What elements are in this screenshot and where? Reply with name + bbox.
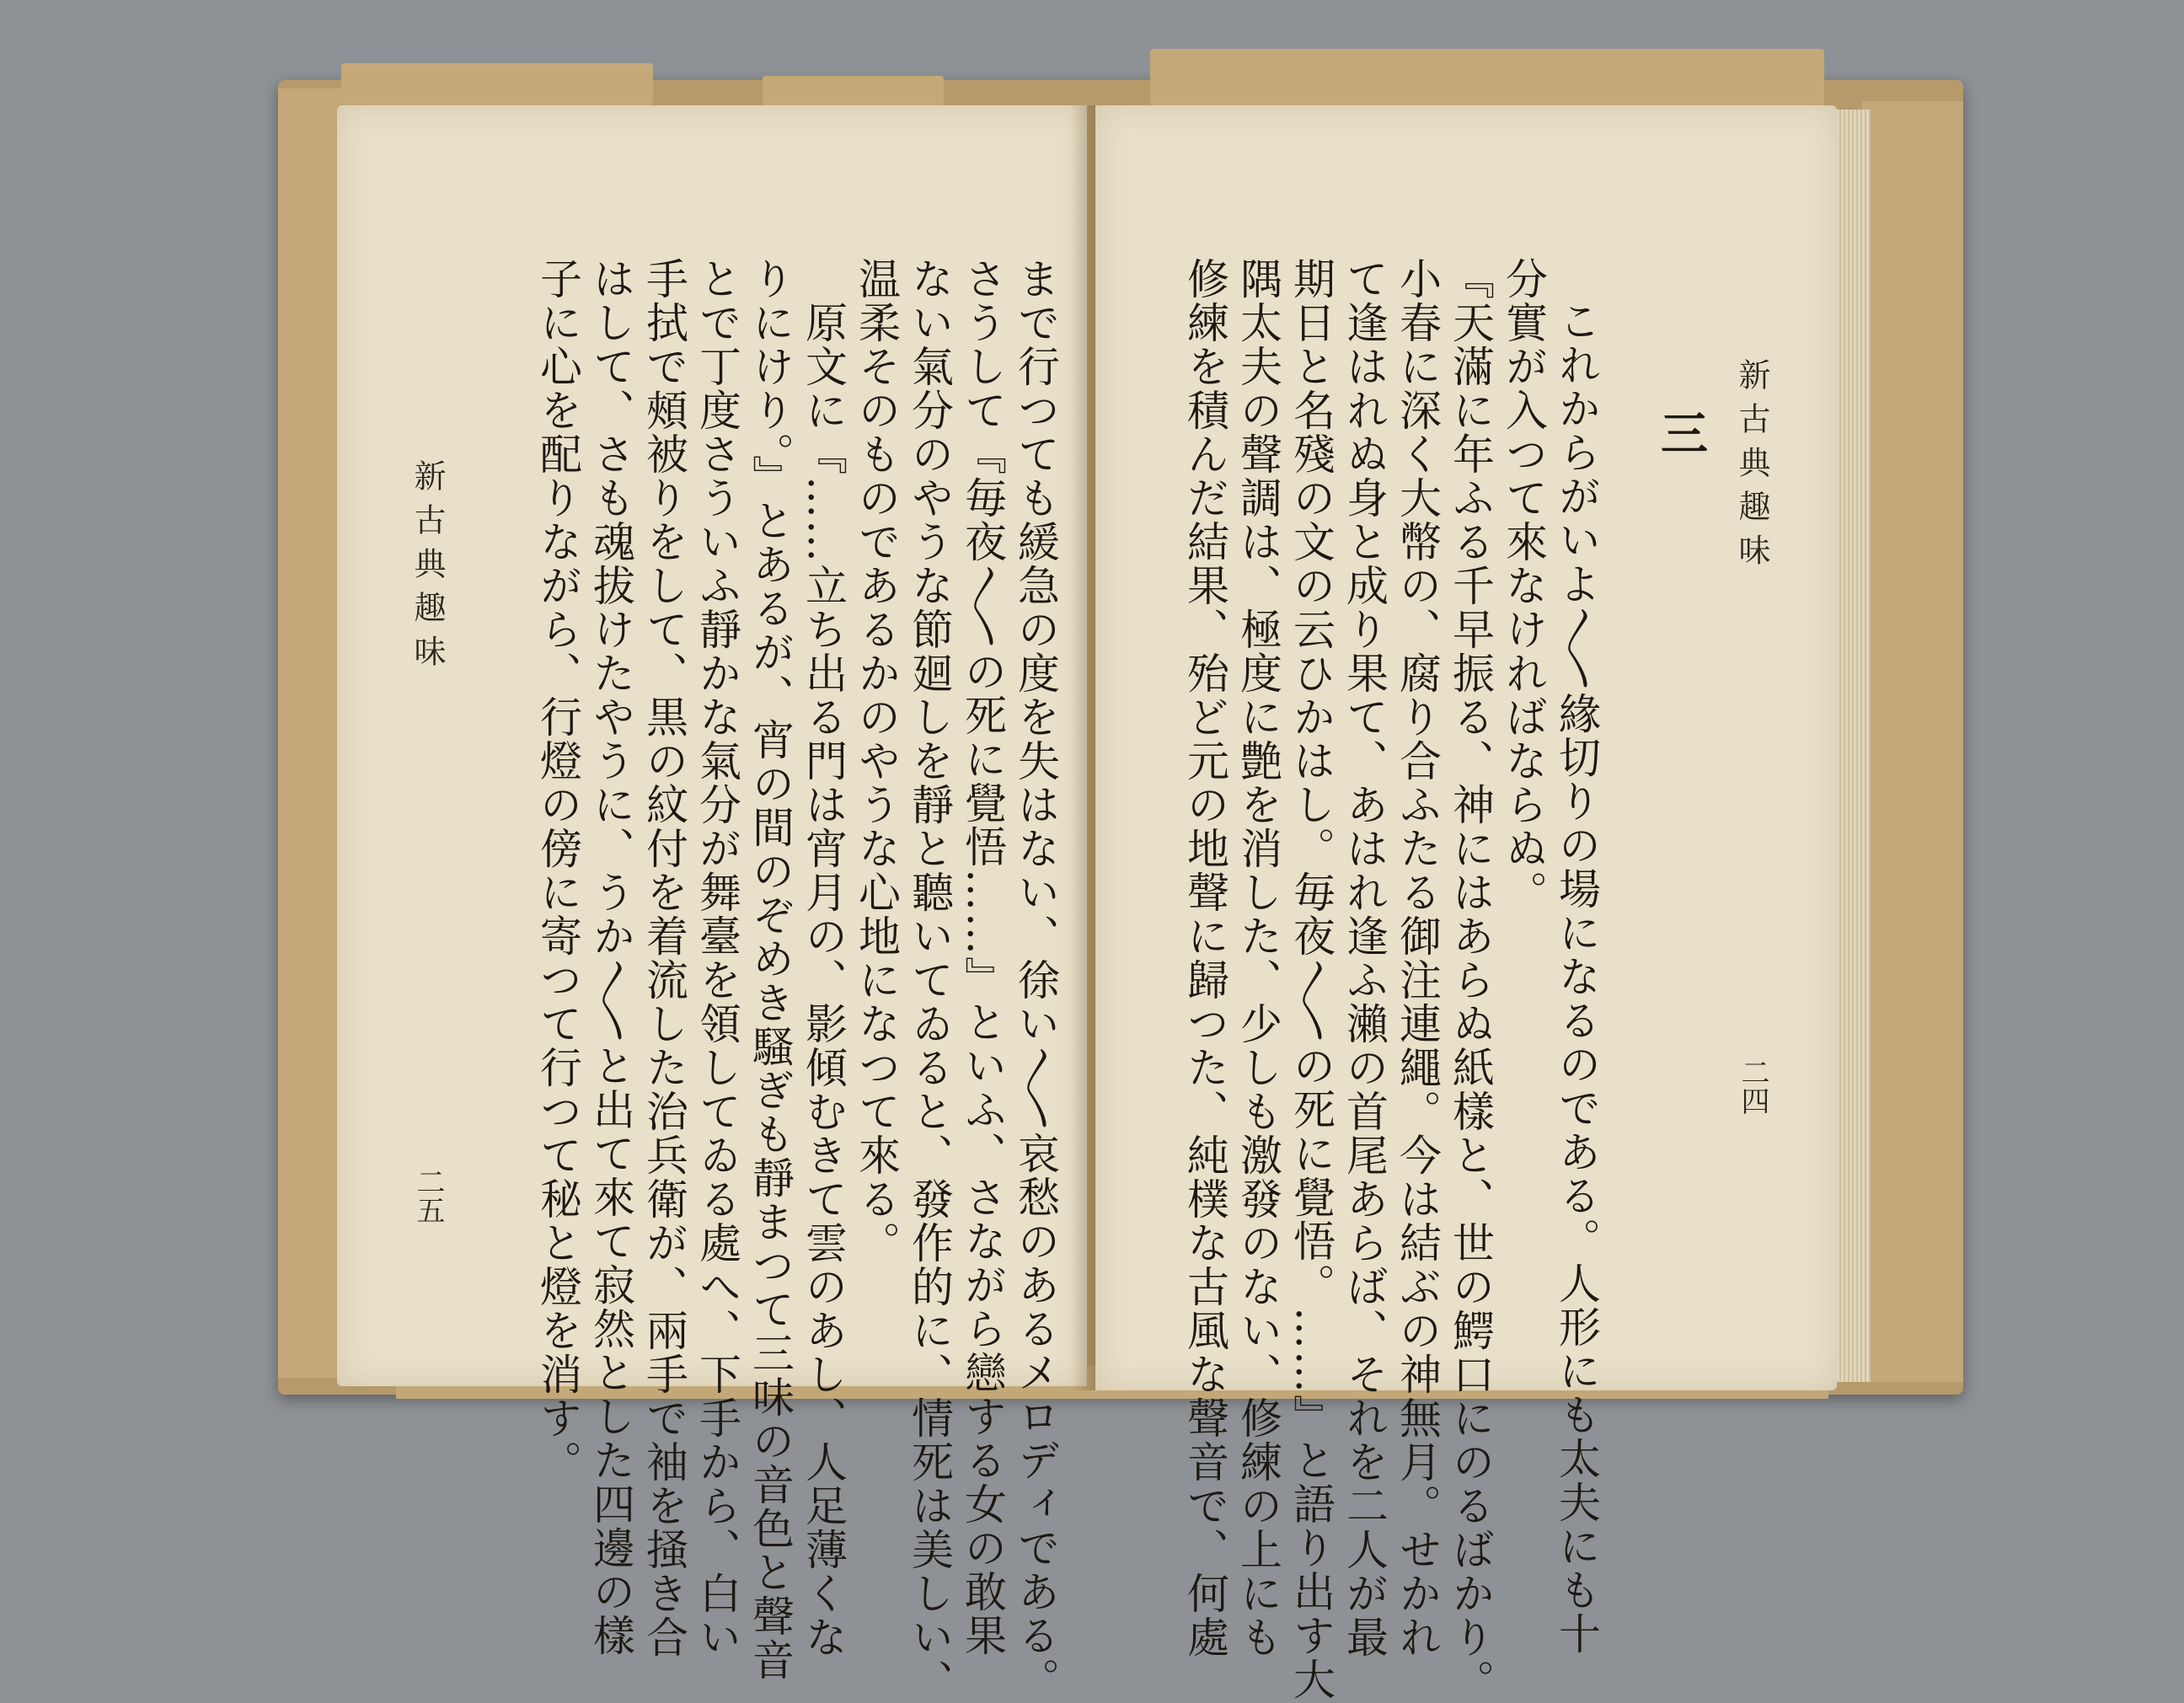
left-page-line-2: さうして『毎夜〳〵の死に覺悟……』といふ、さながら戀する女の敢果: [958, 257, 1007, 1657]
left-page-line-9: はして、さも魂拔けたやうに、うか〳〵と出て來て寂然とした四邊の樣: [586, 257, 635, 1657]
right-page-folio: 二四: [1736, 1058, 1769, 1115]
right-page-line-3: 『天滿に年ふる千早振る、神にはあらぬ紙樣と、世の鰐口にのるばかり。: [1446, 257, 1495, 1703]
right-page-line-7: 隅太夫の聲調は、極度に艶を消した、少しも激發のない、修練の上にも: [1234, 257, 1282, 1659]
torn-cover-edge-top-center: [763, 76, 944, 108]
left-page-line-3: ない氣分のやうな節廻しを靜と聽いてゐると、發作的に、情死は美しい、: [905, 257, 954, 1703]
left-page-line-4: 温柔そのものであるかのやうな心地になつて來る。: [852, 257, 901, 1265]
right-page-line-8: 修練を積んだ結果、殆ど元の地聲に歸つた、純樸な古風な聲音で、何處: [1180, 257, 1229, 1659]
left-page: [337, 105, 1087, 1703]
left-page-header: 新古典趣味: [409, 459, 446, 678]
left-page-line-10: 子に心を配りながら、行燈の傍に寄つて行つて秘と燈を消す。: [533, 257, 582, 1484]
right-page-line-1: これからがいよ〳〵緣切りの場になるのである。人形にも太夫にも十: [1552, 299, 1601, 1656]
torn-cover-edge-left: [278, 88, 345, 1378]
left-page-line-7: とで丁度さういふ靜かな氣分が舞臺を領してゐる處へ、下手から、白い: [693, 257, 741, 1659]
right-page-line-5: て逢はれぬ身と成り果て、あはれ逢ふ瀨の首尾あらば、それを二人が最: [1340, 257, 1389, 1659]
torn-cover-edge-right: [1862, 101, 1963, 1382]
torn-cover-edge-top-left: [341, 63, 653, 105]
left-page-line-5: 原文に『……立ち出る門は宵月の、影傾むきて雲のあし、人足薄くな: [799, 301, 848, 1659]
right-page-line-2: 分實が入つて來なければならぬ。: [1499, 257, 1548, 914]
right-page: [1095, 105, 1837, 1703]
page-block-edges: [1837, 110, 1871, 1382]
right-page-header: 新古典趣味: [1733, 358, 1770, 577]
torn-cover-edge-top-right: [1150, 49, 1824, 108]
right-page-line-6: 期日と名殘の文の云ひかはし。毎夜〳〵の死に覺悟。……』と語り出す大: [1287, 257, 1336, 1701]
left-page-line-8: 手拭で頰被りをして、黒の紋付を着流した治兵衛が、兩手で袖を掻き合: [640, 257, 688, 1659]
section-number: 三: [1653, 409, 1709, 456]
right-page-line-4: 小春に深く大幣の、腐り合ふたる御注連繩。今は結ぶの神無月。せかれ: [1393, 257, 1442, 1659]
left-page-line-6: りにけり。』とあるが、宵の間のぞめき騷ぎも靜まつて三味の音色と聲音: [746, 257, 795, 1682]
left-page-folio: 二五: [411, 1167, 445, 1224]
left-page-line-1: まで行つても緩急の度を失はない、徐い〳〵哀愁のあるメロディである。: [1011, 257, 1060, 1701]
